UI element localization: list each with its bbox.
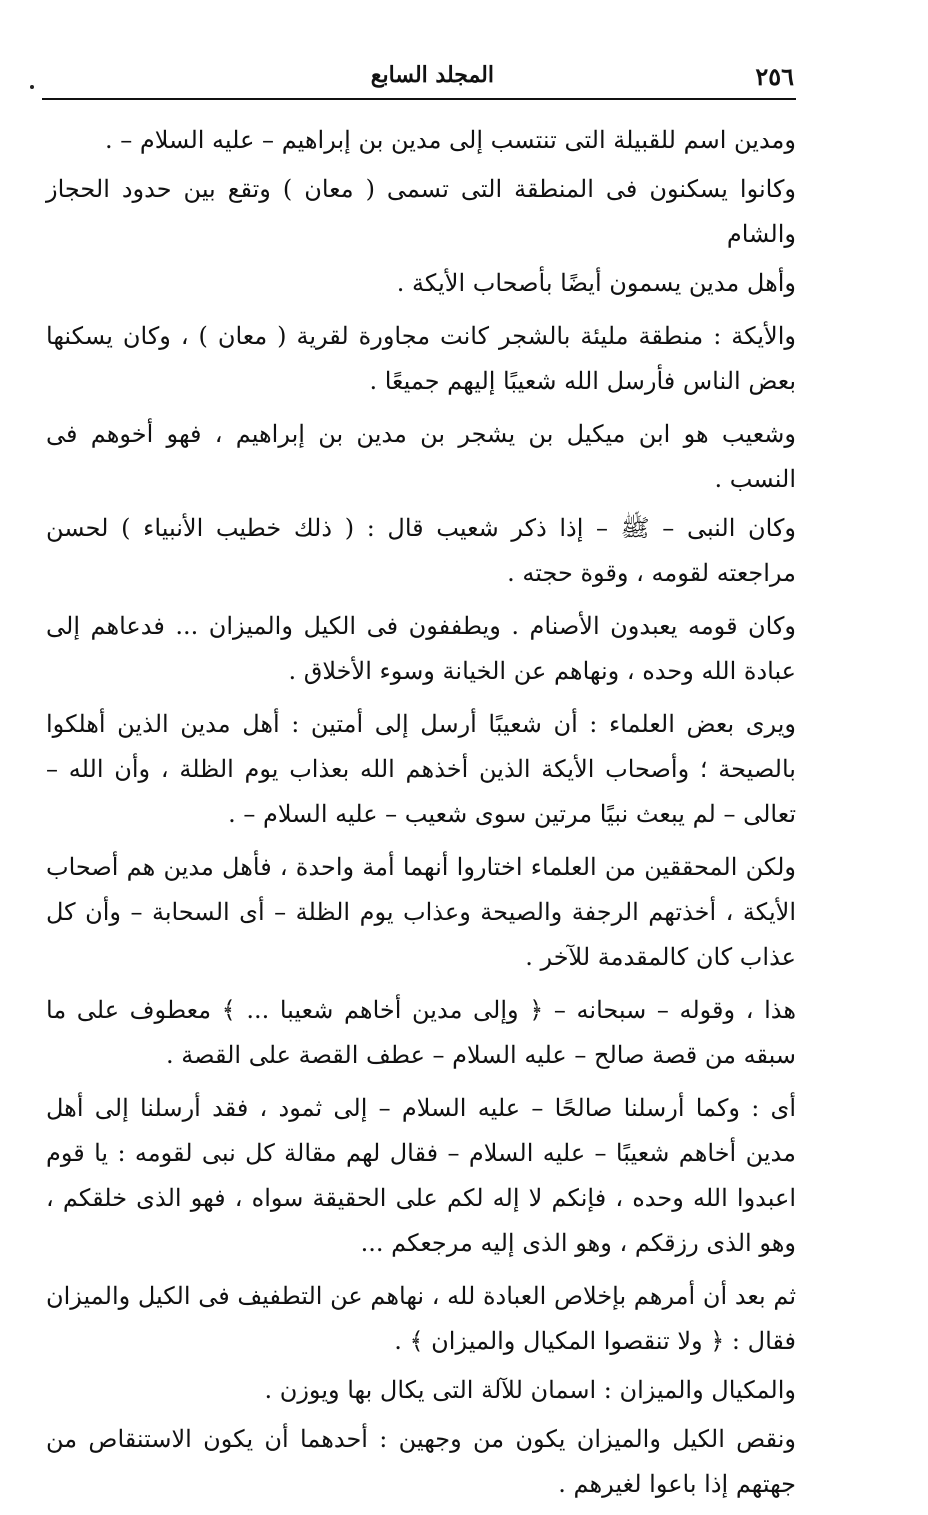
running-header — [44, 58, 794, 98]
paragraph: والمكيال والميزان : اسمان للآلة التى يكال بها ويوزن . — [264, 1376, 796, 1404]
paragraph: وشعيب هو ابن ميكيل بن يشجر بن مدين بن إبراهيم ، فهو أخوهم فى النسب . — [46, 420, 796, 493]
volume-title: المجلد السابع — [370, 62, 494, 88]
paragraph: وكان قومه يعبدون الأصنام . ويطففون فى الكيل والميزان ... فدعاهم إلى عبادة الله وحده ، ونهاهم عن الخيانة وسوء الأخلاق . — [46, 612, 796, 685]
page-number: ٢٥٦ — [755, 62, 794, 91]
header-rule — [42, 98, 796, 100]
paragraph: وكان النبى – ﷺ – إذا ذكر شعيب قال : ( ذلك خطيب الأنبياء ) لحسن مراجعته لقومه ، وقوة حجته . — [46, 514, 796, 587]
ink-speck — [30, 85, 34, 89]
paragraph: ونقص الكيل والميزان يكون من وجهين : أحدهما أن يكون الاستنقاص من جهتهم إذا باعوا لغيرهم . — [46, 1425, 796, 1498]
paragraph: ثم بعد أن أمرهم بإخلاص العبادة لله ، نهاهم عن التطفيف فى الكيل والميزان فقال : ﴿ ولا تنقصوا المكيال والميزان ﴾ . — [46, 1282, 796, 1355]
paragraph: أى : وكما أرسلنا صالحًا – عليه السلام – إلى ثمود ، فقد أرسلنا إلى أهل مدين أخاهم شعيبًا – عليه السلام – فقال لهم مقالة كل نبى لقومه : يا قوم اعبدوا الله وحده ، فإنكم لا إله لكم على الحقيقة سواه ، فهو الذى خلقكم ، وهو الذى رزقكم ، وهو الذى إليه مرجعكم ... — [46, 1094, 796, 1257]
paragraph: ولكن المحققين من العلماء اختاروا أنهما أمة واحدة ، فأهل مدين هم أصحاب الأيكة ، أخذتهم الرجفة والصيحة وعذاب يوم الظلة – أى السحابة – وأن كل عذاب كان كالمقدمة للآخر . — [46, 853, 797, 971]
paragraph: ومدين اسم للقبيلة التى تنتسب إلى مدين بن إبراهيم – عليه السلام – . — [104, 126, 796, 154]
page-body — [46, 118, 796, 1515]
paragraph: هذا ، وقوله – سبحانه – ﴿ وإلى مدين أخاهم شعيبا ... ﴾ معطوف على ما سبقه من قصة صالح – عليه السلام – عطف القصة على القصة . — [46, 996, 796, 1069]
paragraph: والأيكة : منطقة مليئة بالشجر كانت مجاورة لقرية ( معان ) ، وكان يسكنها بعض الناس فأرسل الله شعيبًا إليهم جميعًا . — [46, 322, 796, 395]
paragraph: ويرى بعض العلماء : أن شعيبًا أرسل إلى أمتين : أهل مدين الذين أهلكوا بالصيحة ؛ وأصحاب الأيكة الذين أخذهم الله بعذاب يوم الظلة ، وأن الله – تعالى – لم يبعث نبيًا مرتين سوى شعيب – عليه السلام – . — [46, 710, 796, 828]
paragraph: وأهل مدين يسمون أيضًا بأصحاب الأيكة . — [396, 269, 796, 297]
paragraph: وكانوا يسكنون فى المنطقة التى تسمى ( معان ) وتقع بين حدود الحجاز والشام — [46, 175, 796, 248]
